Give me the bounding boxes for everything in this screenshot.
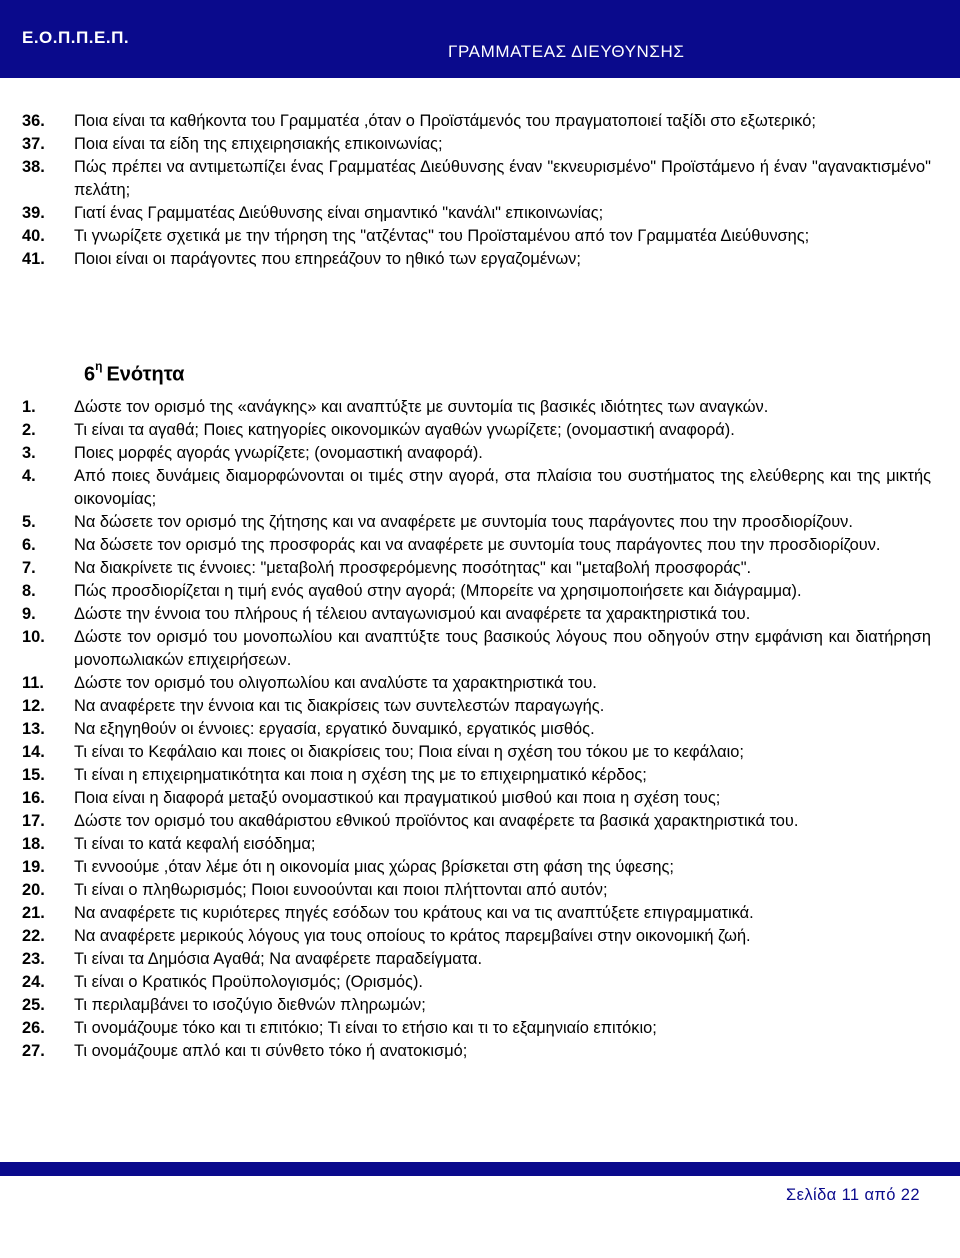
question-number: 15.	[22, 766, 45, 784]
question-item	[0, 442, 960, 465]
question-text: Τι είναι ο πληθωρισμός; Ποιοι ευνοούνται και ποιοι πλήττονται από αυτόν;	[74, 881, 608, 899]
question-text: Τι είναι τα Δημόσια Αγαθά; Να αναφέρετε παραδείγματα.	[74, 950, 483, 968]
question-item	[0, 856, 960, 879]
section-number-superscript: η	[95, 359, 103, 373]
question-item	[0, 1017, 960, 1040]
question-text: Να αναφέρετε τις κυριότερες πηγές εσόδων του κράτους και να τις αναπτύξετε επιγραμματικά.	[74, 904, 754, 922]
page-header	[0, 0, 960, 78]
question-number: 40.	[22, 227, 45, 245]
question-item	[0, 603, 960, 626]
question-text: Ποιες μορφές αγοράς γνωρίζετε; (ονομαστική αναφορά).	[74, 444, 483, 462]
question-item	[0, 810, 960, 833]
question-text: Να αναφέρετε την έννοια και τις διακρίσεις των συντελεστών παραγωγής.	[74, 697, 605, 715]
question-number: 20.	[22, 881, 45, 899]
question-item	[0, 511, 960, 534]
section-title: Ενότητα	[106, 363, 185, 386]
question-item	[0, 626, 960, 672]
question-item	[0, 879, 960, 902]
question-text: Πώς προσδιορίζεται η τιμή ενός αγαθού στην αγορά; (Μπορείτε να χρησιμοποιήσετε και διάγραμμα).	[74, 582, 802, 600]
question-number: 12.	[22, 697, 45, 715]
question-number: 7.	[22, 559, 36, 577]
question-text: Τι εννοούμε ,όταν λέμε ότι η οικονομία μιας χώρας βρίσκεται στη φάση της ύφεσης;	[74, 858, 674, 876]
question-text: Τι είναι τα αγαθά; Ποιες κατηγορίες οικονομικών αγαθών γνωρίζετε; (ονομαστική αναφορά).	[74, 421, 735, 439]
question-item	[0, 110, 960, 133]
question-number: 18.	[22, 835, 45, 853]
question-text: Τι γνωρίζετε σχετικά με την τήρηση της "ατζέντας" του Προϊσταμένου από τον Γραμματέα Διεύθυνσης;	[74, 227, 810, 245]
question-number: 24.	[22, 973, 45, 991]
question-item	[0, 994, 960, 1017]
page-number: Σελίδα 11 από 22	[786, 1186, 920, 1204]
question-number: 8.	[22, 582, 36, 600]
question-number: 10.	[22, 628, 45, 646]
question-item	[0, 534, 960, 557]
question-number: 26.	[22, 1019, 45, 1037]
question-number: 22.	[22, 927, 45, 945]
question-item	[0, 764, 960, 787]
question-item	[0, 202, 960, 225]
question-text: Τι είναι το Κεφάλαιο και ποιες οι διακρίσεις του; Ποια είναι η σχέση του τόκου με το κεφάλαιο;	[74, 743, 744, 761]
question-text: Τι είναι ο Κρατικός Προϋπολογισμός; (Ορισμός).	[74, 973, 423, 991]
question-text: Τι ονομάζουμε τόκο και τι επιτόκιο; Τι είναι το ετήσιο και τι το εξαμηνιαίο επιτόκιο;	[74, 1019, 657, 1037]
question-number: 19.	[22, 858, 45, 876]
question-list-previous-section	[0, 110, 960, 271]
question-number: 3.	[22, 444, 36, 462]
question-text: Γιατί ένας Γραμματέας Διεύθυνσης είναι σημαντικό "κανάλι" επικοινωνίας;	[74, 204, 604, 222]
question-item	[0, 156, 960, 202]
question-number: 16.	[22, 789, 45, 807]
question-item	[0, 133, 960, 156]
document-title: ΓΡΑΜΜΑΤΕΑΣ ΔΙΕΥΘΥΝΣΗΣ	[448, 42, 685, 61]
question-item	[0, 1040, 960, 1063]
question-text: Δώστε την έννοια του πλήρους ή τέλειου ανταγωνισμού και αναφέρετε τα χαρακτηριστικά του.	[74, 605, 751, 623]
question-number: 23.	[22, 950, 45, 968]
question-number: 2.	[22, 421, 36, 439]
question-number: 39.	[22, 204, 45, 222]
question-text: Δώστε τον ορισμό της «ανάγκης» και αναπτύξτε με συντομία τις βασικές ιδιότητες των αναγκών.	[74, 398, 769, 416]
question-text: Να δώσετε τον ορισμό της προσφοράς και να αναφέρετε με συντομία τους παράγοντες που την προσδιορίζουν.	[74, 536, 881, 554]
question-item	[0, 787, 960, 810]
question-number: 9.	[22, 605, 36, 623]
question-text: Να αναφέρετε μερικούς λόγους για τους οποίους το κράτος παρεμβαίνει στην οικονομική ζωή.	[74, 927, 751, 945]
footer-rule	[0, 1162, 960, 1176]
question-number: 6.	[22, 536, 36, 554]
question-item	[0, 833, 960, 856]
question-item	[0, 248, 960, 271]
question-item	[0, 672, 960, 695]
question-text: Δώστε τον ορισμό του μονοπωλίου και αναπτύξτε τους βασικούς λόγους που οδηγούν στην εμφάνιση και διατήρηση μονοπωλιακών επιχειρήσεων.	[74, 628, 931, 669]
question-item	[0, 695, 960, 718]
question-text: Δώστε τον ορισμό του ολιγοπωλίου και αναλύστε τα χαρακτηριστικά του.	[74, 674, 597, 692]
question-number: 21.	[22, 904, 45, 922]
question-number: 11.	[22, 674, 44, 692]
question-item	[0, 741, 960, 764]
question-number: 5.	[22, 513, 36, 531]
question-number: 38.	[22, 158, 45, 176]
question-text: Τι είναι η επιχειρηματικότητα και ποια η σχέση της με το επιχειρηματικό κέρδος;	[74, 766, 647, 784]
question-text: Ποια είναι τα καθήκοντα του Γραμματέα ,όταν ο Προϊστάμενός του πραγματοποιεί ταξίδι στο εξωτερικό;	[74, 112, 816, 130]
question-number: 4.	[22, 467, 36, 485]
question-item	[0, 465, 960, 511]
question-item	[0, 225, 960, 248]
question-text: Τι περιλαμβάνει το ισοζύγιο διεθνών πληρωμών;	[74, 996, 426, 1014]
question-item	[0, 925, 960, 948]
question-item	[0, 718, 960, 741]
question-text: Από ποιες δυνάμεις διαμορφώνονται οι τιμές στην αγορά, στα πλαίσια του συστήματος της ελεύθερης και της μικτής οικονομίας;	[74, 467, 931, 508]
question-item	[0, 948, 960, 971]
question-text: Τι είναι το κατά κεφαλή εισόδημα;	[74, 835, 316, 853]
question-text: Ποιοι είναι οι παράγοντες που επηρεάζουν το ηθικό των εργαζομένων;	[74, 250, 581, 268]
question-text: Να δώσετε τον ορισμό της ζήτησης και να αναφέρετε με συντομία τους παράγοντες που την προσδιορίζουν.	[74, 513, 853, 531]
question-number: 37.	[22, 135, 45, 153]
question-text: Τι ονομάζουμε απλό και τι σύνθετο τόκο ή ανατοκισμό;	[74, 1042, 468, 1060]
question-number: 41.	[22, 250, 45, 268]
question-item	[0, 902, 960, 925]
question-text: Ποια είναι η διαφορά μεταξύ ονομαστικού και πραγματικού μισθού και ποια η σχέση τους;	[74, 789, 721, 807]
question-item	[0, 419, 960, 442]
question-number: 17.	[22, 812, 45, 830]
question-text: Να εξηγηθούν οι έννοιες: εργασία, εργατικό δυναμικό, εργατικός μισθός.	[74, 720, 595, 738]
question-text: Να διακρίνετε τις έννοιες: "μεταβολή προσφερόμενης ποσότητας" και "μεταβολή προσφοράς".	[74, 559, 752, 577]
question-text: Δώστε τον ορισμό του ακαθάριστου εθνικού προϊόντος και αναφέρετε τα βασικά χαρακτηριστικά του.	[74, 812, 799, 830]
question-number: 25.	[22, 996, 45, 1014]
question-number: 13.	[22, 720, 45, 738]
question-number: 14.	[22, 743, 45, 761]
section-heading	[84, 359, 185, 387]
question-item	[0, 580, 960, 603]
question-text: Πώς πρέπει να αντιμετωπίζει ένας Γραμματέας Διεύθυνσης έναν "εκνευρισμένο" Προϊστάμενο ή έναν "αγανακτισμένο" πελάτη;	[74, 158, 931, 199]
question-number: 36.	[22, 112, 45, 130]
question-item	[0, 971, 960, 994]
question-item	[0, 557, 960, 580]
question-item	[0, 396, 960, 419]
question-text: Ποια είναι τα είδη της επιχειρησιακής επικοινωνίας;	[74, 135, 443, 153]
question-number: 27.	[22, 1042, 45, 1060]
organization-name: Ε.Ο.Π.Π.Ε.Π.	[22, 28, 130, 47]
question-number: 1.	[22, 398, 36, 416]
question-list-section-6	[0, 396, 960, 1063]
section-number: 6	[84, 363, 96, 386]
